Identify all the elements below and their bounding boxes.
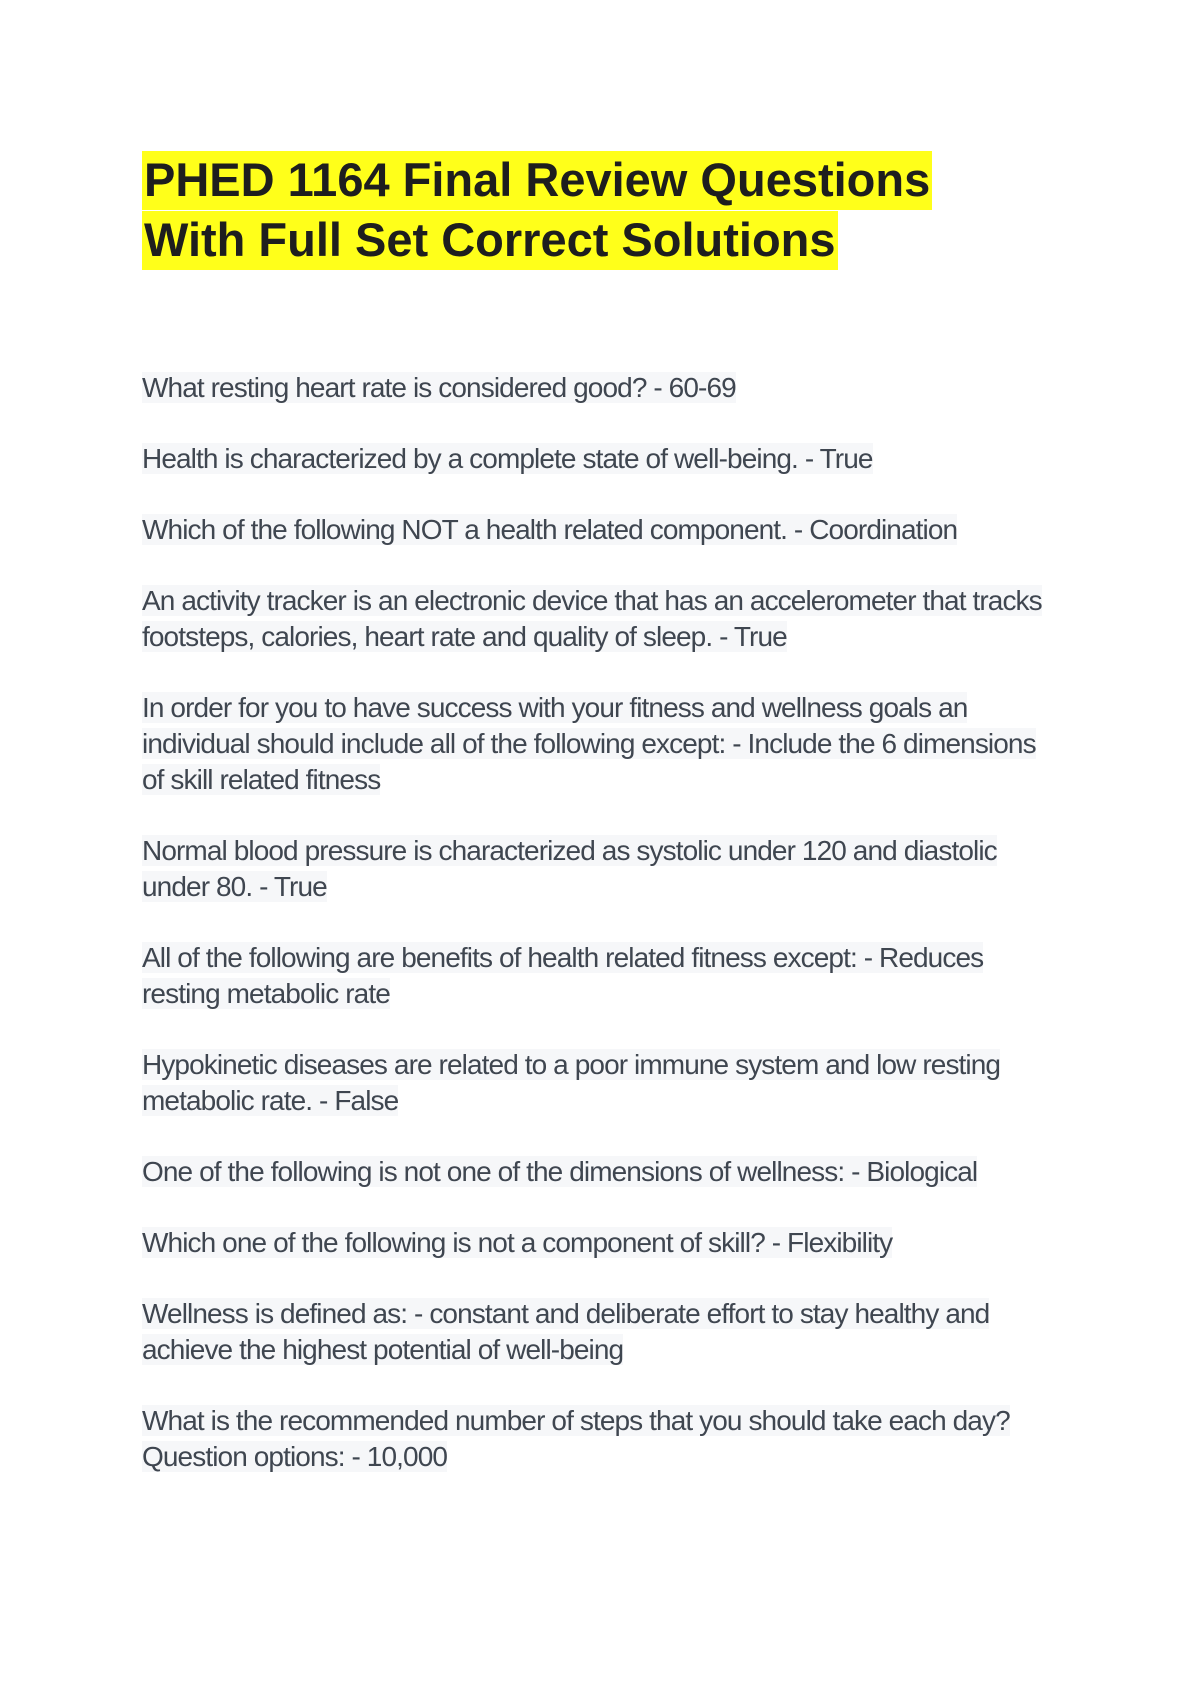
question-item (142, 1047, 1060, 1119)
question-item (142, 1403, 1060, 1475)
question-text: What resting heart rate is considered good? - 60-69 (142, 372, 736, 403)
question-item (142, 370, 1060, 406)
question-text: In order for you to have success with your fitness and wellness goals an individual should include all of the following except: - Include the 6 dimensions of skill related fitness (142, 692, 1036, 795)
question-item (142, 1296, 1060, 1368)
question-item (142, 583, 1060, 655)
question-text: Wellness is defined as: - constant and deliberate effort to stay healthy and achieve the highest potential of well-being (142, 1298, 990, 1365)
document-title (142, 150, 1060, 270)
question-text: Which one of the following is not a component of skill? - Flexibility (142, 1227, 893, 1258)
title-line-1: PHED 1164 Final Review Questions (142, 151, 932, 210)
question-item (142, 512, 1060, 548)
question-item (142, 441, 1060, 477)
question-text: An activity tracker is an electronic device that has an accelerometer that tracks footsteps, calories, heart rate and quality of sleep. - True (142, 585, 1042, 652)
question-text: All of the following are benefits of health related fitness except: - Reduces resting metabolic rate (142, 942, 984, 1009)
question-text: Hypokinetic diseases are related to a poor immune system and low resting metabolic rate. - False (142, 1049, 1001, 1116)
question-text: Health is characterized by a complete state of well-being. - True (142, 443, 873, 474)
question-item (142, 940, 1060, 1012)
question-text: Normal blood pressure is characterized as systolic under 120 and diastolic under 80. - True (142, 835, 997, 902)
question-text: What is the recommended number of steps that you should take each day? Question options: - 10,000 (142, 1405, 1010, 1472)
question-text: One of the following is not one of the dimensions of wellness: - Biological (142, 1156, 978, 1187)
title-line-2: With Full Set Correct Solutions (142, 211, 838, 270)
question-item (142, 690, 1060, 798)
question-item (142, 1225, 1060, 1261)
question-item (142, 1154, 1060, 1190)
question-list (142, 370, 1060, 1475)
question-item (142, 833, 1060, 905)
question-text: Which of the following NOT a health related component. - Coordination (142, 514, 958, 545)
